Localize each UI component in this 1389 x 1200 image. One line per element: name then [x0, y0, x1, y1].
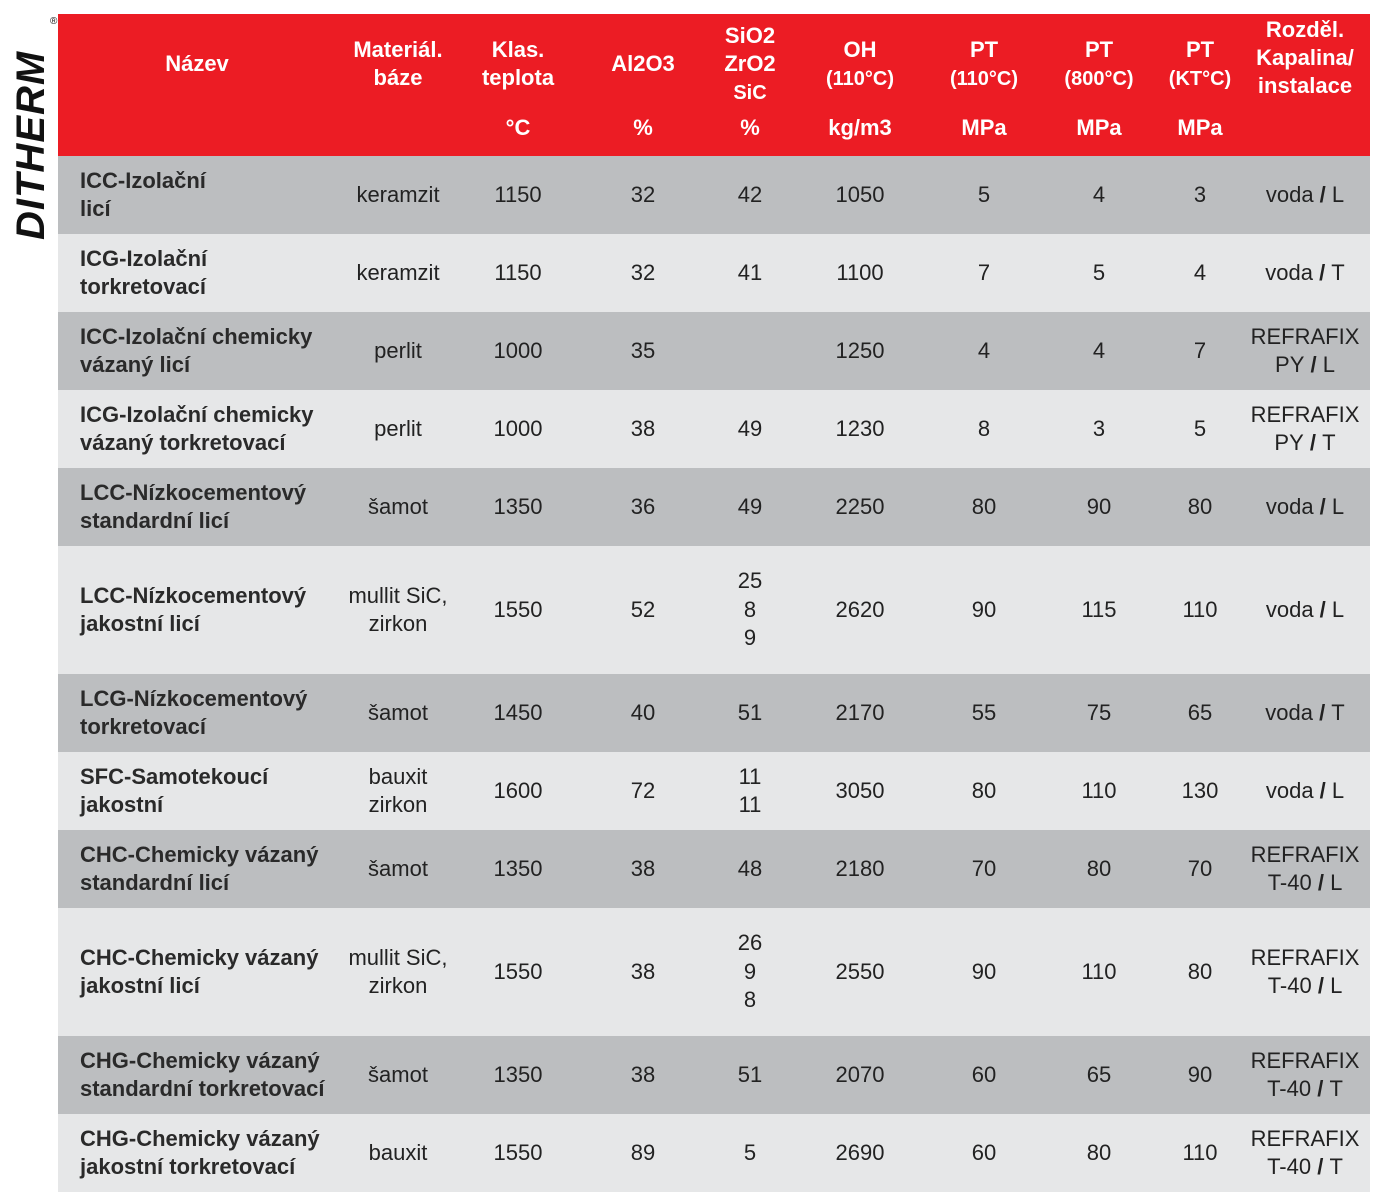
pt110-cell: 90 [930, 546, 1038, 674]
sio2-cell: 48 [710, 830, 790, 908]
install-text: L [1330, 973, 1343, 998]
material-cell: mullit SiC, zirkon [336, 908, 460, 1036]
oh-cell: 1230 [790, 390, 930, 468]
name-cell: CHG-Chemicky vázaný standardní torkretovací [58, 1036, 336, 1114]
col-teplota: Klas. teplota [460, 14, 576, 114]
pt800-cell: 115 [1038, 546, 1160, 674]
name-cell: ICC-Izolační chemicky vázaný licí [58, 312, 336, 390]
pt800-cell: 4 [1038, 156, 1160, 234]
oh-cell: 2180 [790, 830, 930, 908]
material-cell: šamot [336, 830, 460, 908]
table-row [58, 752, 1370, 830]
table-row [58, 156, 1370, 234]
col-nazev: Název [58, 14, 336, 114]
al2o3-cell: 38 [576, 1036, 710, 1114]
separator: / [1313, 596, 1332, 622]
ditherm-logo-graphic [9, 14, 58, 242]
pt800-cell: 4 [1038, 312, 1160, 390]
ptkt-cell: 110 [1160, 1114, 1240, 1192]
liquid-text: REFRAFIX T-40 [1250, 944, 1360, 998]
material-cell: šamot [336, 674, 460, 752]
pt800-cell: 3 [1038, 390, 1160, 468]
temp-cell: 1600 [460, 752, 576, 830]
liquid-install-cell [1240, 312, 1370, 390]
unit-al2o3: % [576, 114, 710, 156]
pt800-cell: 90 [1038, 468, 1160, 546]
pt110-cell: 80 [930, 468, 1038, 546]
material-cell: perlit [336, 312, 460, 390]
ptkt-cell: 3 [1160, 156, 1240, 234]
pt110-cell: 60 [930, 1036, 1038, 1114]
ptkt-cell: 80 [1160, 468, 1240, 546]
col-material: Materiál. báze [336, 14, 460, 114]
ptkt-cell: 110 [1160, 546, 1240, 674]
al2o3-cell: 36 [576, 468, 710, 546]
oh-cell: 2690 [790, 1114, 930, 1192]
unit-pt800: MPa [1038, 114, 1160, 156]
separator: / [1303, 430, 1323, 455]
pt800-cell: 80 [1038, 1114, 1160, 1192]
al2o3-cell: 72 [576, 752, 710, 830]
oh-cell: 1100 [790, 234, 930, 312]
temp-cell: 1450 [460, 674, 576, 752]
pt110-cell: 80 [930, 752, 1038, 830]
sio2-cell: 51 [710, 674, 790, 752]
liquid-text: REFRAFIX PY [1250, 401, 1360, 455]
material-cell: šamot [336, 468, 460, 546]
liquid-text: REFRAFIX T-40 [1250, 1047, 1360, 1101]
registered-mark: ® [50, 16, 58, 27]
liquid-text: voda [1265, 493, 1314, 519]
liquid-install-cell [1240, 156, 1370, 234]
col-pt110: PT (110°C) [930, 14, 1038, 114]
brand-name: DITHERM [9, 50, 53, 240]
oh-cell: 2550 [790, 908, 930, 1036]
al2o3-cell: 38 [576, 390, 710, 468]
liquid-text: voda [1265, 596, 1314, 622]
separator: / [1312, 699, 1332, 725]
liquid-install-cell [1240, 752, 1370, 830]
ptkt-cell: 65 [1160, 674, 1240, 752]
oh-cell: 2070 [790, 1036, 930, 1114]
install-text: L [1331, 181, 1345, 207]
install-text: T [1329, 1076, 1343, 1101]
temp-cell: 1150 [460, 234, 576, 312]
sio2-cell: 49 [710, 390, 790, 468]
temp-cell: 1150 [460, 156, 576, 234]
liquid-text: REFRAFIX T-40 [1250, 1125, 1360, 1179]
table-row [58, 674, 1370, 752]
sio2-cell: 42 [710, 156, 790, 234]
ptkt-cell: 4 [1160, 234, 1240, 312]
name-cell: ICG-Izolační chemicky vázaný torkretovací [58, 390, 336, 468]
table-row [58, 312, 1370, 390]
ptkt-cell: 5 [1160, 390, 1240, 468]
unit-sio2: % [710, 114, 790, 156]
pt110-cell: 60 [930, 1114, 1038, 1192]
install-text: L [1331, 777, 1345, 803]
install-text: L [1331, 493, 1345, 519]
pt800-cell: 110 [1038, 908, 1160, 1036]
name-cell: SFC-Samotekoucí jakostní [58, 752, 336, 830]
pt110-cell: 4 [930, 312, 1038, 390]
table-row [58, 830, 1370, 908]
separator: / [1311, 973, 1331, 998]
table-body [58, 156, 1370, 1192]
material-cell: mullit SiC, zirkon [336, 546, 460, 674]
liquid-text: voda [1265, 259, 1313, 285]
pt110-cell: 70 [930, 830, 1038, 908]
unit-oh: kg/m3 [790, 114, 930, 156]
sio2-cell: 49 [710, 468, 790, 546]
temp-cell: 1550 [460, 1114, 576, 1192]
separator: / [1304, 352, 1323, 377]
name-cell: CHC-Chemicky vázaný standardní licí [58, 830, 336, 908]
separator: / [1311, 1076, 1330, 1101]
header-row-units [58, 114, 1370, 156]
al2o3-cell: 40 [576, 674, 710, 752]
col-ptkt: PT (KT°C) [1160, 14, 1240, 114]
sio2-cell: 26 9 8 [710, 908, 790, 1036]
separator: / [1313, 181, 1332, 207]
name-cell: LCC-Nízkocementový standardní licí [58, 468, 336, 546]
pt110-cell: 90 [930, 908, 1038, 1036]
al2o3-cell: 52 [576, 546, 710, 674]
temp-cell: 1550 [460, 546, 576, 674]
name-cell: ICG-Izolační torkretovací [58, 234, 336, 312]
install-text: L [1331, 596, 1345, 622]
pt110-cell: 8 [930, 390, 1038, 468]
oh-cell: 3050 [790, 752, 930, 830]
sio2-cell: 25 8 9 [710, 546, 790, 674]
temp-cell: 1350 [460, 830, 576, 908]
al2o3-cell: 89 [576, 1114, 710, 1192]
sio2-cell: 11 11 [710, 752, 790, 830]
oh-cell: 2620 [790, 546, 930, 674]
separator: / [1313, 493, 1332, 519]
table-row [58, 908, 1370, 1036]
material-cell: bauxit [336, 1114, 460, 1192]
unit-pt110: MPa [930, 114, 1038, 156]
al2o3-cell: 38 [576, 830, 710, 908]
install-text: T [1331, 699, 1345, 725]
temp-cell: 1000 [460, 312, 576, 390]
unit-teplota: °C [460, 114, 576, 156]
table-row [58, 468, 1370, 546]
al2o3-cell: 38 [576, 908, 710, 1036]
ptkt-cell: 7 [1160, 312, 1240, 390]
material-cell: perlit [336, 390, 460, 468]
install-text: T [1331, 259, 1345, 285]
pt110-cell: 7 [930, 234, 1038, 312]
liquid-install-cell [1240, 468, 1370, 546]
col-sio2: SiO2 ZrO2 SiC [710, 14, 790, 114]
sio2-cell [710, 312, 790, 390]
liquid-install-cell [1240, 1114, 1370, 1192]
liquid-install-cell [1240, 546, 1370, 674]
ditherm-logo [9, 14, 58, 242]
install-text: T [1329, 1154, 1343, 1179]
liquid-text: REFRAFIX T-40 [1250, 841, 1360, 895]
liquid-install-cell [1240, 1036, 1370, 1114]
table-row [58, 1036, 1370, 1114]
sio2-cell: 41 [710, 234, 790, 312]
separator: / [1311, 870, 1331, 895]
al2o3-cell: 35 [576, 312, 710, 390]
liquid-text: REFRAFIX PY [1250, 323, 1360, 377]
unit-nazev [58, 114, 336, 156]
name-cell: LCC-Nízkocementový jakostní licí [58, 546, 336, 674]
temp-cell: 1350 [460, 468, 576, 546]
pt110-cell: 5 [930, 156, 1038, 234]
liquid-text: voda [1265, 181, 1314, 207]
liquid-install-cell [1240, 830, 1370, 908]
name-cell: LCG-Nízkocementový torkretovací [58, 674, 336, 752]
material-cell: bauxit zirkon [336, 752, 460, 830]
table-row [58, 234, 1370, 312]
material-cell: šamot [336, 1036, 460, 1114]
unit-ptkt: MPa [1160, 114, 1240, 156]
pt800-cell: 65 [1038, 1036, 1160, 1114]
temp-cell: 1550 [460, 908, 576, 1036]
temp-cell: 1350 [460, 1036, 576, 1114]
liquid-install-cell [1240, 674, 1370, 752]
product-table [58, 14, 1370, 1192]
install-text: L [1322, 352, 1335, 377]
table-row [58, 546, 1370, 674]
liquid-install-cell [1240, 234, 1370, 312]
oh-cell: 2170 [790, 674, 930, 752]
install-text: L [1330, 870, 1343, 895]
ptkt-cell: 130 [1160, 752, 1240, 830]
name-cell: ICC-Izolační licí [58, 156, 336, 234]
al2o3-cell: 32 [576, 234, 710, 312]
sio2-cell: 5 [710, 1114, 790, 1192]
liquid-install-cell [1240, 908, 1370, 1036]
table-row [58, 390, 1370, 468]
material-cell: keramzit [336, 156, 460, 234]
name-cell: CHG-Chemicky vázaný jakostní torkretovací [58, 1114, 336, 1192]
col-pt800: PT (800°C) [1038, 14, 1160, 114]
col-al2o3: Al2O3 [576, 14, 710, 114]
ptkt-cell: 90 [1160, 1036, 1240, 1114]
material-cell: keramzit [336, 234, 460, 312]
oh-cell: 2250 [790, 468, 930, 546]
ptkt-cell: 80 [1160, 908, 1240, 1036]
header-row-titles [58, 14, 1370, 114]
pt800-cell: 80 [1038, 830, 1160, 908]
unit-material [336, 114, 460, 156]
al2o3-cell: 32 [576, 156, 710, 234]
pt800-cell: 5 [1038, 234, 1160, 312]
oh-cell: 1050 [790, 156, 930, 234]
liquid-text: voda [1265, 777, 1314, 803]
sio2-cell: 51 [710, 1036, 790, 1114]
ptkt-cell: 70 [1160, 830, 1240, 908]
install-text: T [1322, 430, 1336, 455]
pt800-cell: 75 [1038, 674, 1160, 752]
temp-cell: 1000 [460, 390, 576, 468]
col-kapalina: Rozděl. Kapalina/ instalace [1240, 14, 1370, 156]
separator: / [1311, 1154, 1330, 1179]
table-row [58, 1114, 1370, 1192]
liquid-install-cell [1240, 390, 1370, 468]
col-oh: OH (110°C) [790, 14, 930, 114]
oh-cell: 1250 [790, 312, 930, 390]
name-cell: CHC-Chemicky vázaný jakostní licí [58, 908, 336, 1036]
pt110-cell: 55 [930, 674, 1038, 752]
separator: / [1312, 259, 1332, 285]
liquid-text: voda [1265, 699, 1313, 725]
separator: / [1313, 777, 1332, 803]
pt800-cell: 110 [1038, 752, 1160, 830]
